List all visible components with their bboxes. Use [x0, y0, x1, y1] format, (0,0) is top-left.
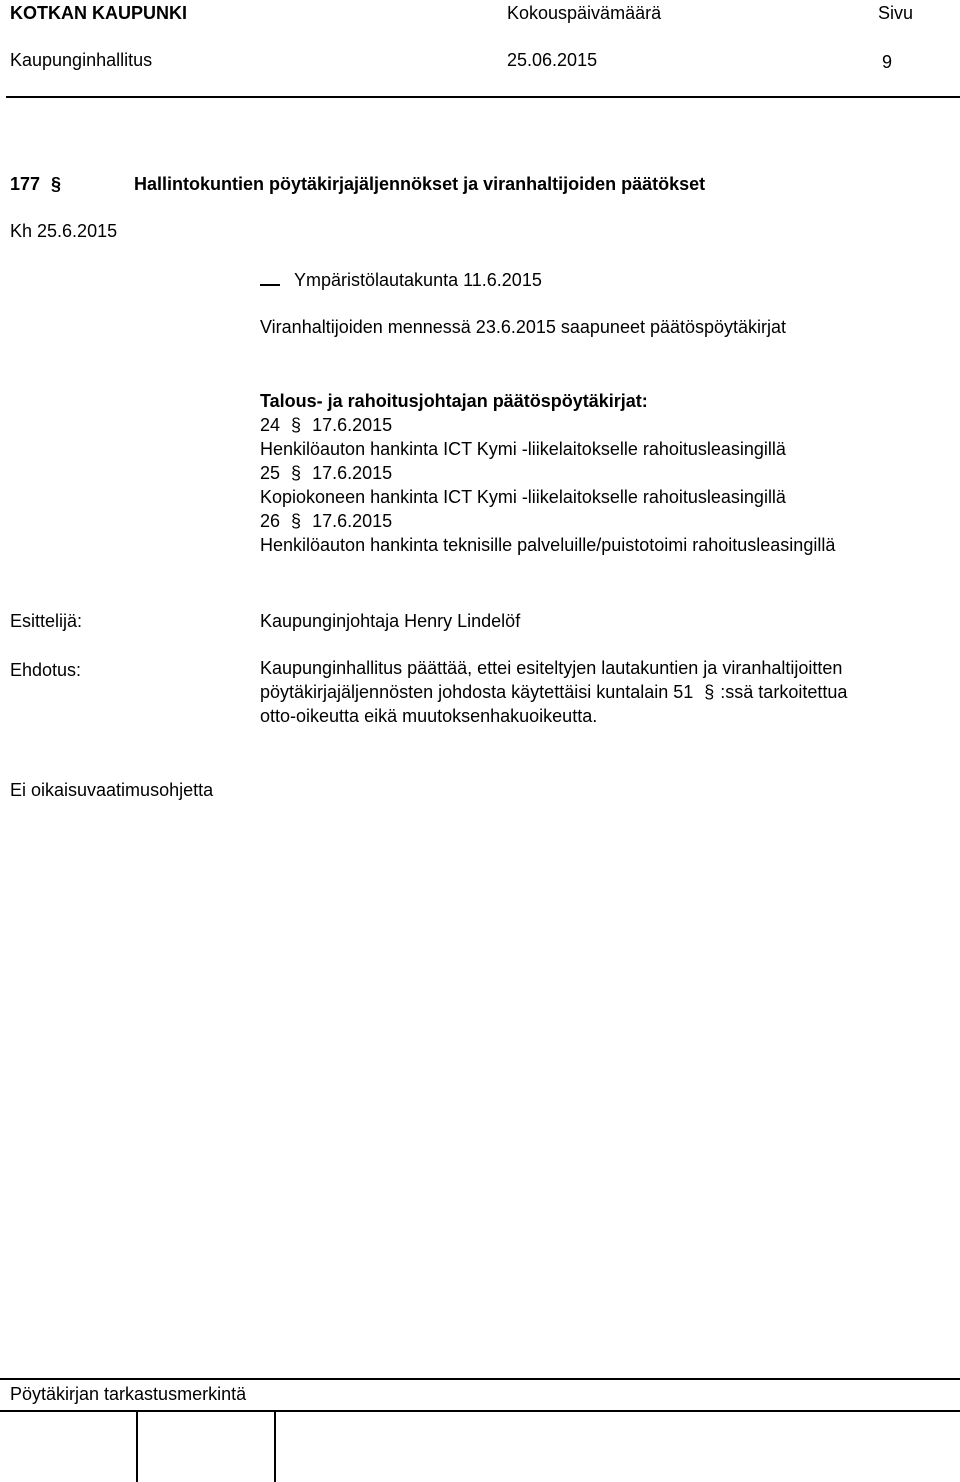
proposal-line-part: pöytäkirjajäljennösten johdosta käytettäisi kuntalain 51 [260, 682, 694, 702]
organization-name: KOTKAN KAUPUNKI [10, 3, 187, 23]
page-number: 9 [882, 52, 893, 72]
decision-header [260, 461, 835, 485]
decision-header [260, 509, 835, 533]
decision-number: 24 [260, 415, 281, 435]
section-sign-icon: § [291, 415, 302, 435]
item-title: Hallintokuntien pöytäkirjajäljennökset ja viranhaltijoiden päätökset [134, 174, 706, 194]
proposal-label: Ehdotus: [10, 660, 82, 680]
officials-line: Viranhaltijoiden mennessä 23.6.2015 saapuneet päätöspöytäkirjat [260, 317, 787, 337]
signature-box-divider [136, 1410, 138, 1482]
meeting-date: 25.06.2015 [507, 50, 598, 70]
session-reference: Kh 25.6.2015 [10, 221, 118, 241]
section-sign-icon: § [291, 511, 302, 531]
decision-list [260, 413, 835, 557]
proposal-line: Kaupunginhallitus päättää, ettei esiteltyjen lautakuntien ja viranhaltijoitten [260, 658, 843, 678]
presenter-value: Kaupunginjohtaja Henry Lindelöf [260, 611, 521, 631]
header-divider [6, 96, 960, 98]
decision-number: 25 [260, 463, 281, 483]
decision-header [260, 413, 835, 437]
decision-number: 26 [260, 511, 281, 531]
appeal-note: Ei oikaisuvaatimusohjetta [10, 780, 214, 800]
proposal-text [260, 656, 847, 728]
section-sign-icon: § [291, 463, 302, 483]
body-name: Kaupunginhallitus [10, 50, 153, 70]
section-sign-icon: § [51, 174, 62, 194]
dash-bullet-icon [260, 284, 280, 286]
footer-label: Pöytäkirjan tarkastusmerkintä [10, 1384, 247, 1404]
proposal-line-part: :ssä tarkoitettua [720, 682, 848, 702]
signature-box-divider [274, 1410, 276, 1482]
section-sign-icon: § [704, 682, 715, 702]
committee-line: Ympäristölautakunta 11.6.2015 [294, 270, 542, 290]
proposal-line: otto-oikeutta eikä muutoksenhakuoikeutta. [260, 706, 598, 726]
presenter-label: Esittelijä: [10, 611, 83, 631]
proposal-line [260, 680, 847, 704]
item-number-text: 177 [10, 174, 41, 194]
meeting-date-label: Kokouspäivämäärä [507, 3, 662, 23]
page-label: Sivu [878, 3, 914, 23]
decision-date: 17.6.2015 [312, 415, 393, 435]
cfo-heading: Talous- ja rahoitusjohtajan päätöspöytäkirjat: [260, 391, 648, 411]
footer-top-border [0, 1378, 960, 1380]
footer-divider [0, 1410, 960, 1412]
decision-text: Kopiokoneen hankinta ICT Kymi -liikelaitokselle rahoitusleasingillä [260, 487, 786, 507]
item-number [10, 175, 67, 193]
decision-text: Henkilöauton hankinta teknisille palveluille/puistotoimi rahoitusleasingillä [260, 535, 836, 555]
decision-text: Henkilöauton hankinta ICT Kymi -liikelaitokselle rahoitusleasingillä [260, 439, 786, 459]
decision-date: 17.6.2015 [312, 463, 393, 483]
decision-date: 17.6.2015 [312, 511, 393, 531]
